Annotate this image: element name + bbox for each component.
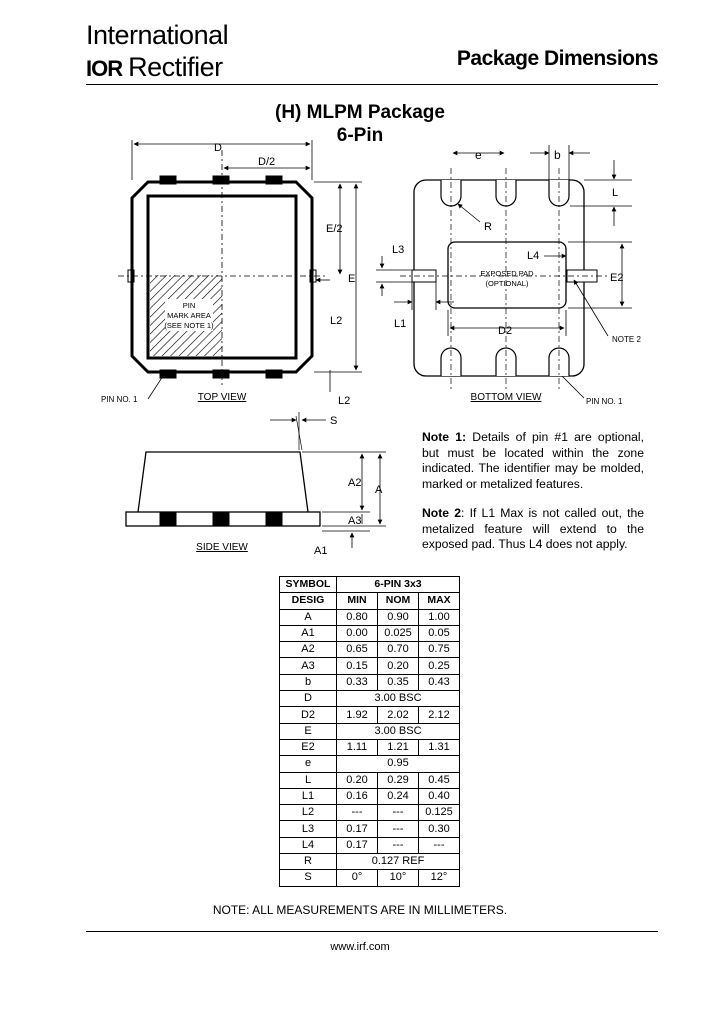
cell-symbol: E2: [280, 739, 337, 755]
dim-D2: D2: [498, 325, 513, 337]
dim-A1: A1: [314, 545, 328, 557]
table-row: [280, 805, 460, 821]
table-row: [280, 658, 460, 674]
cell-min: 0.65: [337, 642, 378, 658]
cell-symbol: S: [280, 870, 337, 886]
dim-A3: A3: [348, 515, 362, 527]
side-view: [126, 412, 386, 548]
cell-symbol: A: [280, 609, 337, 625]
cell-span: 0.95: [337, 756, 460, 772]
cell-span: 0.127 REF: [337, 854, 460, 870]
cell-max: 0.40: [419, 788, 460, 804]
dim-R: R: [484, 221, 492, 233]
dim-b: b: [554, 148, 561, 162]
cell-nom: 0.35: [378, 674, 419, 690]
dim-L2-bottom: L2: [338, 395, 351, 407]
table-row: [280, 609, 460, 625]
note-1: [422, 430, 644, 492]
cell-min: 0.33: [337, 674, 378, 690]
dim-D: D: [214, 142, 222, 154]
cell-symbol: b: [280, 674, 337, 690]
cell-symbol: A2: [280, 642, 337, 658]
side-view-label: SIDE VIEW: [196, 542, 248, 553]
cell-max: 0.75: [419, 642, 460, 658]
logo-word: Rectifier: [128, 52, 223, 82]
table-row: [280, 821, 460, 837]
package-title: (H) MLPM Package: [275, 102, 445, 123]
table-row: [280, 772, 460, 788]
cell-max: 12°: [419, 870, 460, 886]
cell-symbol: L1: [280, 788, 337, 804]
cell-nom: 0.29: [378, 772, 419, 788]
package-subtitle: 6-Pin: [336, 125, 384, 146]
footer-url: www.irf.com: [330, 941, 390, 953]
bottom-view-label: BOTTOM VIEW: [470, 392, 542, 403]
cell-max: 0.05: [419, 625, 460, 641]
dim-E-half: E/2: [326, 223, 343, 235]
cell-min: 0.17: [337, 837, 378, 853]
table-header-row2: [280, 593, 460, 609]
dim-L2-top: L2: [330, 315, 343, 327]
table-header-row1: [280, 577, 460, 593]
top-pin1-label: PIN NO. 1: [101, 395, 138, 404]
col-symbol: SYMBOL: [280, 577, 337, 593]
table-row: [280, 691, 460, 707]
cell-max: 2.12: [419, 707, 460, 723]
note2-ref: NOTE 2: [612, 335, 641, 344]
cell-symbol: L3: [280, 821, 337, 837]
bottom-pin1-label: PIN NO. 1: [586, 397, 623, 406]
col-nom: NOM: [378, 593, 419, 609]
cell-min: 1.92: [337, 707, 378, 723]
cell-symbol: R: [280, 854, 337, 870]
cell-nom: 2.02: [378, 707, 419, 723]
table-row: [280, 788, 460, 804]
cell-max: ---: [419, 837, 460, 853]
dim-L: L: [612, 187, 619, 199]
cell-symbol: L: [280, 772, 337, 788]
cell-nom: 0.025: [378, 625, 419, 641]
exposed-pad-line1: EXPOSED PAD: [480, 269, 534, 278]
table-row: [280, 739, 460, 755]
cell-min: 0.17: [337, 821, 378, 837]
col-desig: DESIG: [280, 593, 337, 609]
table-row: [280, 707, 460, 723]
cell-symbol: e: [280, 756, 337, 772]
cell-max: 0.25: [419, 658, 460, 674]
cell-nom: 10°: [378, 870, 419, 886]
table-row: [280, 756, 460, 772]
cell-symbol: L2: [280, 805, 337, 821]
section-title: Package Dimensions: [456, 47, 658, 70]
cell-max: 1.31: [419, 739, 460, 755]
cell-min: 0.20: [337, 772, 378, 788]
table-row: [280, 854, 460, 870]
dim-L3: L3: [392, 244, 405, 256]
cell-nom: 1.21: [378, 739, 419, 755]
dimensions-table: [279, 576, 460, 887]
cell-nom: 0.24: [378, 788, 419, 804]
mark-area-line2: MARK AREA: [167, 311, 211, 320]
cell-symbol: A3: [280, 658, 337, 674]
measurement-note: NOTE: ALL MEASUREMENTS ARE IN MILLIMETERS.: [212, 903, 508, 917]
mark-area-line1: PIN: [182, 301, 196, 310]
mark-area-line3: (SEE NOTE 1): [164, 321, 214, 330]
note2-text: : If L1 Max is not called out, the metalized feature will extend to the exposed pad. Thus L4 does not apply.: [422, 506, 645, 551]
group-header: 6-PIN 3x3: [337, 577, 460, 593]
cell-span: 3.00 BSC: [337, 723, 460, 739]
cell-max: 0.45: [419, 772, 460, 788]
logo-mark: IOR: [86, 56, 123, 81]
cell-symbol: E: [280, 723, 337, 739]
cell-min: 0.16: [337, 788, 378, 804]
dim-A: A: [375, 484, 383, 496]
cell-min: 0.00: [337, 625, 378, 641]
cell-min: ---: [337, 805, 378, 821]
col-max: MAX: [419, 593, 460, 609]
table-row: [280, 674, 460, 690]
dim-e: e: [475, 148, 482, 162]
dim-L4: L4: [527, 250, 540, 262]
cell-min: 0.15: [337, 658, 378, 674]
note-2: [422, 506, 644, 553]
cell-max: 0.125: [419, 805, 460, 821]
cell-max: 0.30: [419, 821, 460, 837]
cell-max: 0.43: [419, 674, 460, 690]
table-row: [280, 625, 460, 641]
footer-divider: [86, 931, 658, 932]
note1-label: Note 1:: [422, 430, 467, 444]
cell-symbol: A1: [280, 625, 337, 641]
cell-nom: ---: [378, 821, 419, 837]
cell-nom: 0.70: [378, 642, 419, 658]
note1-text: Details of pin #1 are optional, but must be located within the zone indicated. The identifier may be molded, marked or metalized features.: [422, 430, 644, 491]
table-row: [280, 870, 460, 886]
cell-span: 3.00 BSC: [337, 691, 460, 707]
dim-E2: E2: [610, 272, 624, 284]
top-view: [118, 140, 362, 399]
table-row: [280, 837, 460, 853]
note2-label: Note 2: [422, 506, 462, 520]
logo-line1: International: [86, 20, 229, 50]
dim-L1: L1: [394, 318, 407, 330]
dim-S: S: [330, 415, 338, 427]
cell-min: 0.80: [337, 609, 378, 625]
cell-symbol: D: [280, 691, 337, 707]
cell-nom: 0.20: [378, 658, 419, 674]
table-row: [280, 723, 460, 739]
cell-max: 1.00: [419, 609, 460, 625]
cell-nom: 0.90: [378, 609, 419, 625]
top-view-label: TOP VIEW: [197, 392, 247, 403]
dim-E: E: [348, 273, 356, 285]
cell-symbol: D2: [280, 707, 337, 723]
cell-min: 0°: [337, 870, 378, 886]
cell-nom: ---: [378, 837, 419, 853]
dim-A2: A2: [348, 477, 362, 489]
dim-D-half: D/2: [258, 156, 276, 168]
table-row: [280, 642, 460, 658]
cell-min: 1.11: [337, 739, 378, 755]
exposed-pad-line2: (OPTIONAL): [485, 279, 529, 288]
cell-symbol: L4: [280, 837, 337, 853]
cell-nom: ---: [378, 805, 419, 821]
col-min: MIN: [337, 593, 378, 609]
